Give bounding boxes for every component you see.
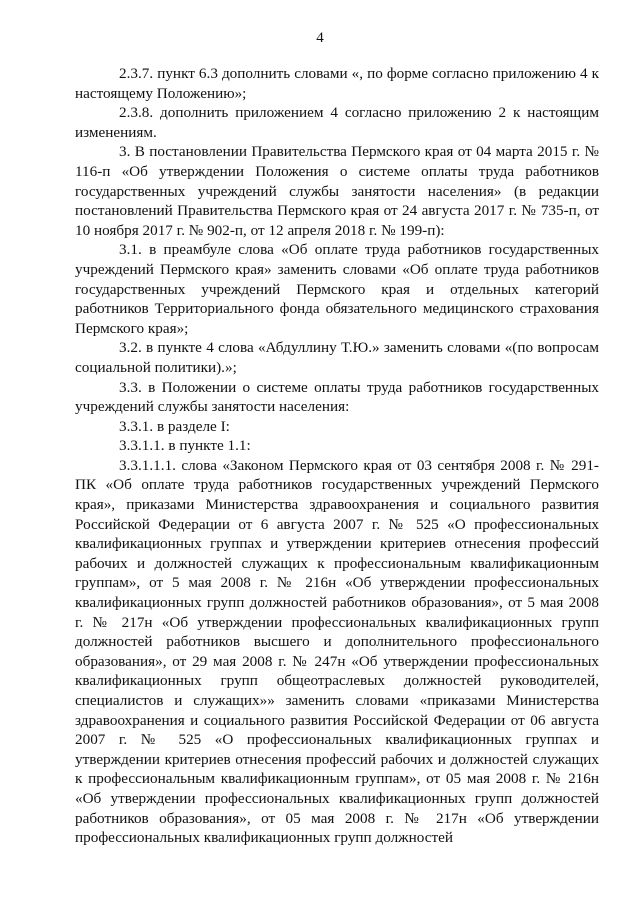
- paragraph-3-3-1-1: 3.3.1.1. в пункте 1.1:: [119, 437, 251, 455]
- paragraph-3-3-1-1-1: 3.3.1.1.1. слова «Законом Пермского края от 03 сентября 2008 г. № 291-ПК «Об оплате труда работников государственных учреждений Пермского края», приказами Министерства здравоохранения и социального развития Российской Федерации от 6 августа 2007 г. № 525 «О профессиональных квалификационных группах и утверждении критериев отнесения профессий рабочих и должностей служащих к профессиональным квалификационным группам», от 5 мая 2008 г. № 216н «Об утверждении профессиональных квалификационных групп должностей работников образования», от 5 мая 2008 г. № 217н «Об утверждении профессиональных квалификационных групп должностей работников высшего и дополнительного профессионального образования», от 29 мая 2008 г. № 247н «Об утверждении профессиональных квалификационных групп общеотраслевых должностей руководителей, специалистов и служащих»» заменить словами «приказами Министерства здравоохранения и социального развития Российской Федерации от 06 августа 2007 г. № 525 «О профессиональных квалификационных группах и утверждении критериев отнесения профессий рабочих и должностей служащих к профессиональным квалификационным группам», от 05 мая 2008 г. № 216н «Об утверждении профессиональных квалификационных групп должностей работников образования», от 05 мая 2008 г. № 217н «Об утверждении профессиональных квалификационных групп должностей: [75, 456, 599, 847]
- paragraph-3-2: 3.2. в пункте 4 слова «Абдуллину Т.Ю.» заменить словами «(по вопросам социальной политики).»;: [75, 339, 599, 376]
- page-number: 4: [316, 30, 324, 46]
- document-body: [75, 64, 599, 848]
- paragraph-2-3-8: 2.3.8. дополнить приложением 4 согласно приложению 2 к настоящим изменениям.: [75, 104, 599, 141]
- paragraph-3-1: 3.1. в преамбуле слова «Об оплате труда работников государственных учреждений Пермского края» заменить словами «Об оплате труда работников государственных учреждений Пермского края и отдельных категорий работников Территориального фонда обязательного медицинского страхования Пермского края»;: [75, 241, 599, 337]
- paragraph-3-3: 3.3. в Положении о системе оплаты труда работников государственных учреждений службы занятости населения:: [75, 378, 599, 416]
- paragraph-3: 3. В постановлении Правительства Пермского края от 04 марта 2015 г. № 116-п «Об утверждении Положения о системе оплаты труда работников государственных учреждений службы занятости населения» (в редакции постановлений Правительства Пермского края от 24 августа 2017 г. № 735-п, от 10 ноября 2017 г. № 902-п, от 12 апреля 2018 г. № 199-п):: [75, 143, 599, 239]
- paragraph-2-3-7: 2.3.7. пункт 6.3 дополнить словами «, по форме согласно приложению 4 к настоящему Положению»;: [75, 65, 599, 102]
- paragraph-3-3-1: 3.3.1. в разделе I:: [119, 417, 230, 435]
